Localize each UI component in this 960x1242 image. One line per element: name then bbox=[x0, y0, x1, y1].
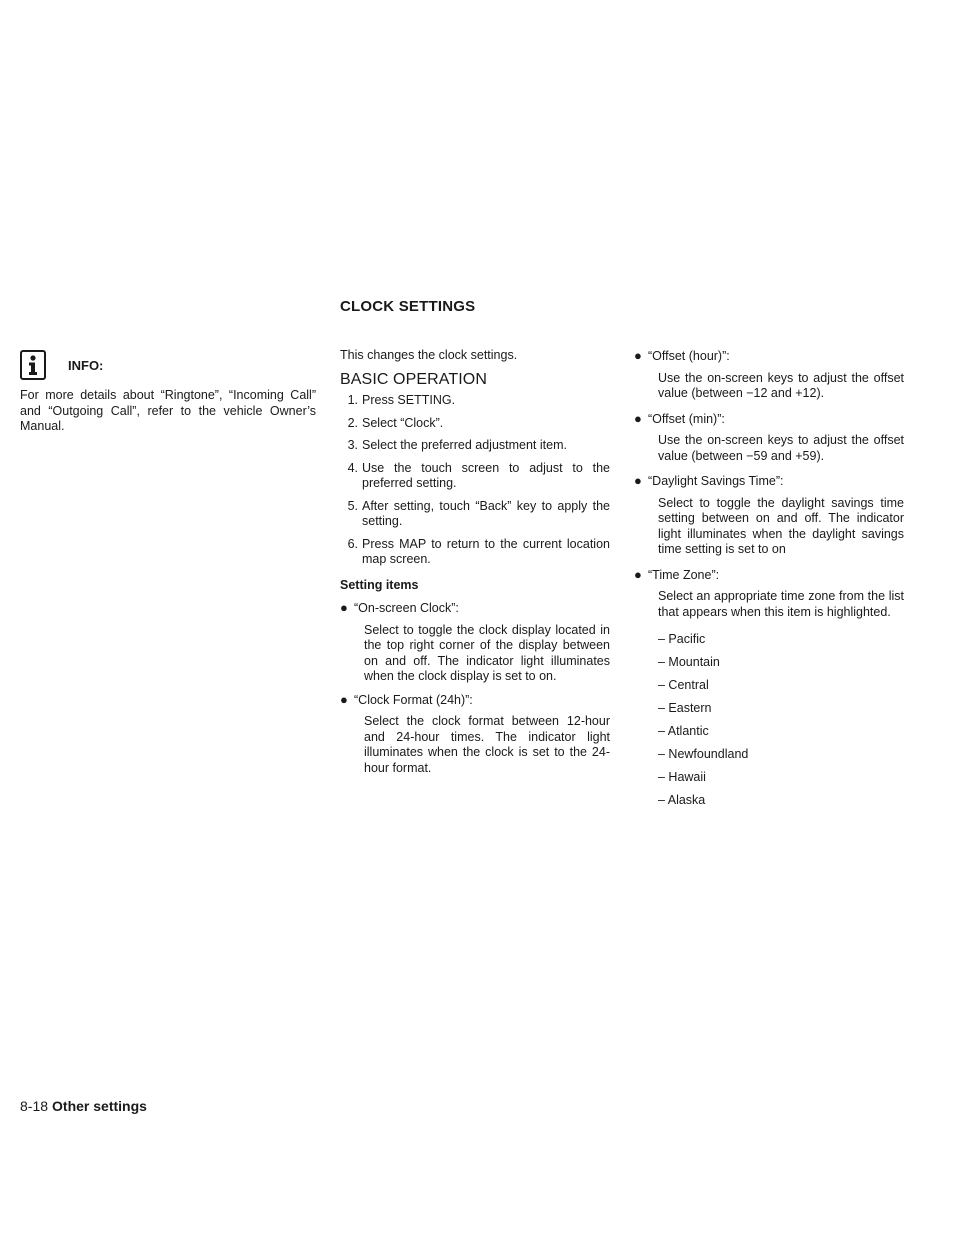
info-text: For more details about “Ringtone”, “Incoming Call” and “Outgoing Call”, refer to the vehicle Owner’s Manual. bbox=[20, 388, 316, 433]
step-text: Use the touch screen to adjust to the preferred setting. bbox=[362, 460, 610, 490]
step-number: 4. bbox=[347, 460, 358, 475]
page-footer bbox=[20, 1098, 147, 1114]
setting-item-on-screen-clock bbox=[340, 600, 610, 685]
step-text: Select the preferred adjustment item. bbox=[362, 438, 567, 452]
step-text: Press MAP to return to the current location map screen. bbox=[362, 536, 610, 566]
column-left bbox=[20, 348, 316, 435]
chapter-title: Other settings bbox=[52, 1098, 147, 1114]
step-number: 2. bbox=[347, 415, 358, 430]
bullet-icon: ● bbox=[634, 473, 642, 488]
setting-item-label: “Time Zone”: bbox=[648, 567, 720, 582]
bullet-icon: ● bbox=[340, 600, 348, 615]
setting-item-label: “Daylight Savings Time”: bbox=[648, 474, 784, 488]
setting-item-desc: Select to toggle the clock display located in the top right corner of the display between on and off. The indicator light illuminates when the clock display is set to on. bbox=[364, 622, 610, 683]
step-number: 6. bbox=[347, 536, 358, 551]
list-item: – Hawaii bbox=[658, 770, 706, 784]
step-text: Press SETTING. bbox=[362, 393, 456, 407]
setting-item-clock-format bbox=[340, 692, 610, 777]
list-item: – Alaska bbox=[658, 793, 706, 807]
list-item: – Eastern bbox=[658, 701, 712, 715]
time-zone-list bbox=[658, 632, 904, 809]
steps-list bbox=[340, 393, 610, 568]
info-icon bbox=[20, 350, 46, 380]
step-text: After setting, touch “Back” key to apply the setting. bbox=[362, 498, 610, 528]
step-number: 3. bbox=[347, 438, 358, 452]
list-item: – Newfoundland bbox=[658, 747, 749, 761]
setting-item-desc: Select an appropriate time zone from the list that appears when this item is highlighted. bbox=[658, 589, 904, 619]
basic-operation-heading: BASIC OPERATION bbox=[340, 370, 488, 388]
setting-item-desc: Select the clock format between 12-hour and 24-hour times. The indicator light illuminates when the clock is set to the 24- hour format. bbox=[364, 714, 610, 775]
column-right bbox=[634, 348, 904, 818]
list-item bbox=[340, 461, 610, 492]
step-text: Select “Clock”. bbox=[362, 415, 444, 430]
step-number: 1. bbox=[347, 393, 358, 407]
setting-item-label: “Offset (hour)”: bbox=[648, 349, 730, 363]
info-header bbox=[20, 348, 316, 382]
list-item bbox=[340, 438, 610, 454]
setting-item-desc: Use the on-screen keys to adjust the offset value (between −59 and +59). bbox=[658, 433, 904, 463]
list-item: – Pacific bbox=[658, 632, 706, 646]
list-item bbox=[340, 537, 610, 568]
info-title: INFO: bbox=[68, 358, 104, 374]
list-item: – Mountain bbox=[658, 655, 720, 669]
setting-item-desc: Select to toggle the daylight savings time setting between on and off. The indicator light illuminates when the daylight savings time setting is set to on bbox=[658, 495, 904, 556]
section-title: CLOCK SETTINGS bbox=[340, 298, 476, 315]
step-number: 5. bbox=[347, 498, 358, 513]
page-number: 8-18 bbox=[20, 1098, 49, 1114]
list-item: – Atlantic bbox=[658, 724, 709, 738]
setting-item-daylight-savings bbox=[634, 473, 904, 558]
list-item bbox=[340, 499, 610, 530]
bullet-icon: ● bbox=[634, 410, 642, 426]
bullet-icon: ● bbox=[340, 691, 348, 707]
setting-item-offset-min bbox=[634, 411, 904, 465]
setting-item-offset-hour bbox=[634, 348, 904, 402]
setting-items-heading: Setting items bbox=[340, 577, 419, 592]
bullet-icon: ● bbox=[634, 348, 642, 363]
intro-text: This changes the clock settings. bbox=[340, 348, 518, 362]
list-item: – Central bbox=[658, 678, 709, 692]
list-item bbox=[340, 416, 610, 432]
setting-item-desc: Use the on-screen keys to adjust the offset value (between −12 and +12). bbox=[658, 370, 904, 400]
setting-item-time-zone bbox=[634, 567, 904, 809]
bullet-icon: ● bbox=[634, 566, 642, 582]
setting-item-label: “On-screen Clock”: bbox=[354, 601, 459, 615]
column-middle bbox=[340, 348, 610, 783]
list-item bbox=[340, 393, 610, 409]
setting-item-label: “Offset (min)”: bbox=[648, 411, 725, 426]
setting-item-label: “Clock Format (24h)”: bbox=[354, 692, 473, 707]
